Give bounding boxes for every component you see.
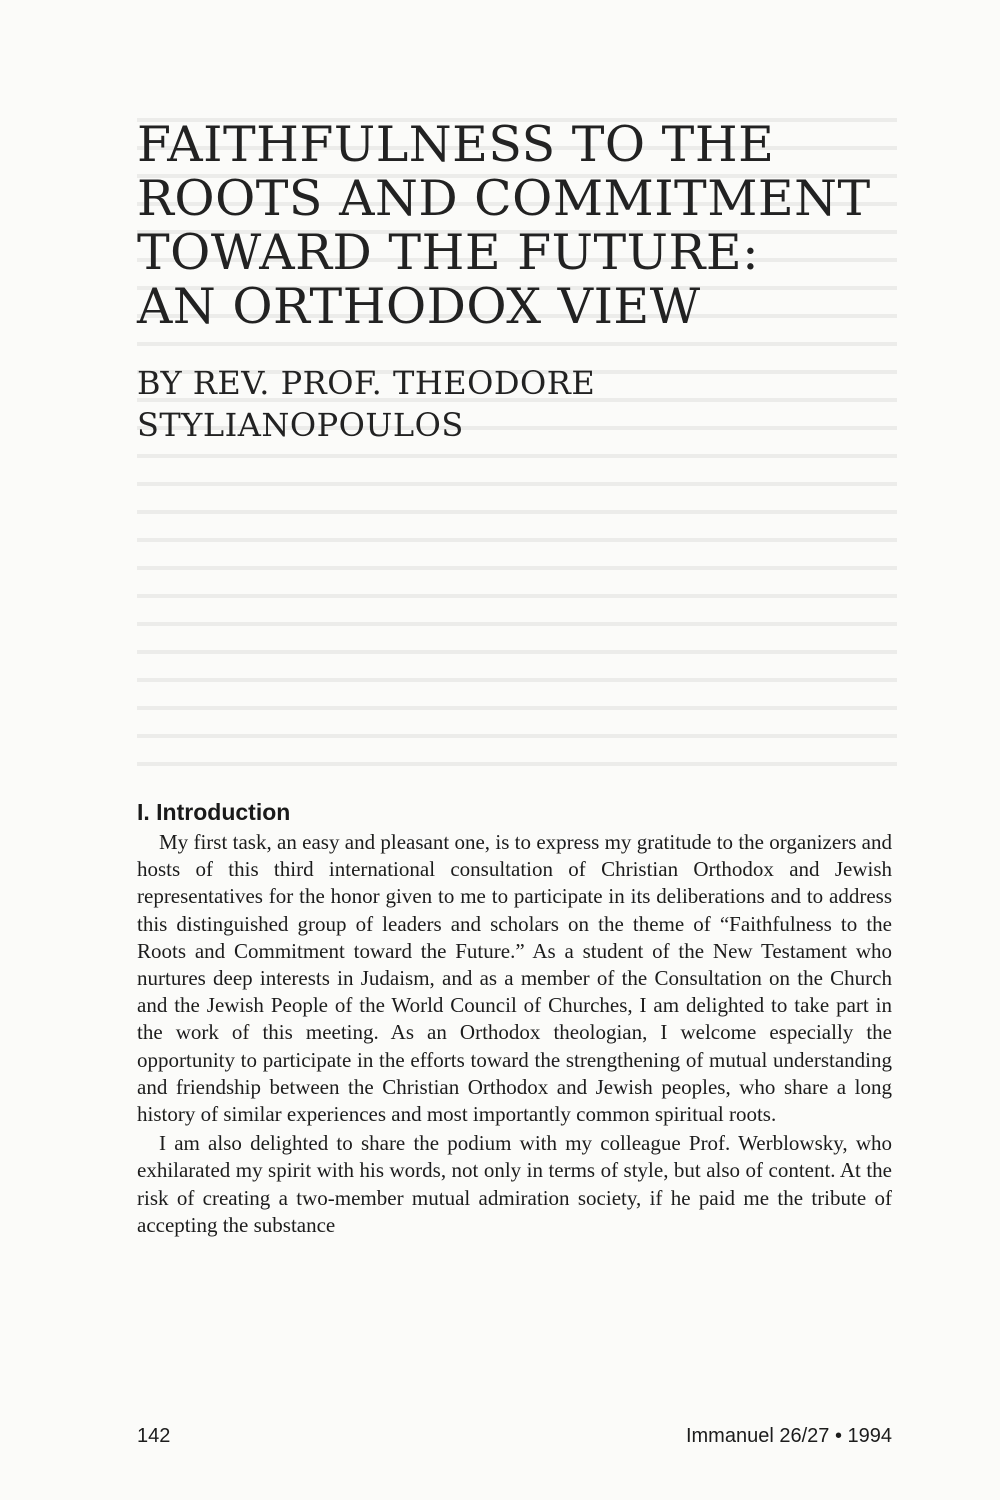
- title-line: FAITHFULNESS TO THE: [137, 116, 775, 173]
- article-title: [137, 118, 897, 334]
- section-heading: I. Introduction: [137, 799, 291, 825]
- title-line: ROOTS AND COMMITMENT: [137, 170, 871, 227]
- body-text: [137, 829, 892, 1241]
- paragraph: My first task, an easy and pleasant one, is to express my gratitude to the organizers and hosts of this third international consultation of Christian Orthodox and Jewish representatives for the honor given to me to participate in its deliberations and to address this distinguished group of leaders and scholars on the theme of “Faithfulness to the Roots and Commitment toward the Future.” As a student of the New Testament who nurtures deep interests in Judaism, and as a member of the Consultation on the Church and the Jewish People of the World Council of Churches, I am delighted to take part in the work of this meeting. As an Orthodox theologian, I welcome especially the opportunity to participate in the efforts toward the strengthening of mutual understanding and friendship between the Christian Orthodox and Jewish peoples, who share a long history of similar experiences and most importantly common spiritual roots.: [137, 830, 892, 1127]
- title-line: TOWARD THE FUTURE:: [137, 224, 760, 281]
- byline-line: STYLIANOPOULOS: [137, 406, 464, 444]
- paragraph: I am also delighted to share the podium with my colleague Prof. Werblowsky, who exhilarated my spirit with his words, not only in terms of style, but also of content. At the risk of creating a two-member mutual admiration society, if he paid me the tribute of accepting the substance: [137, 1131, 892, 1237]
- page-number: 142: [137, 1425, 171, 1447]
- byline-line: BY REV. PROF. THEODORE: [137, 364, 596, 402]
- journal-citation: Immanuel 26/27 • 1994: [685, 1425, 892, 1447]
- author-byline: [137, 362, 897, 446]
- title-line: AN ORTHODOX VIEW: [137, 278, 701, 335]
